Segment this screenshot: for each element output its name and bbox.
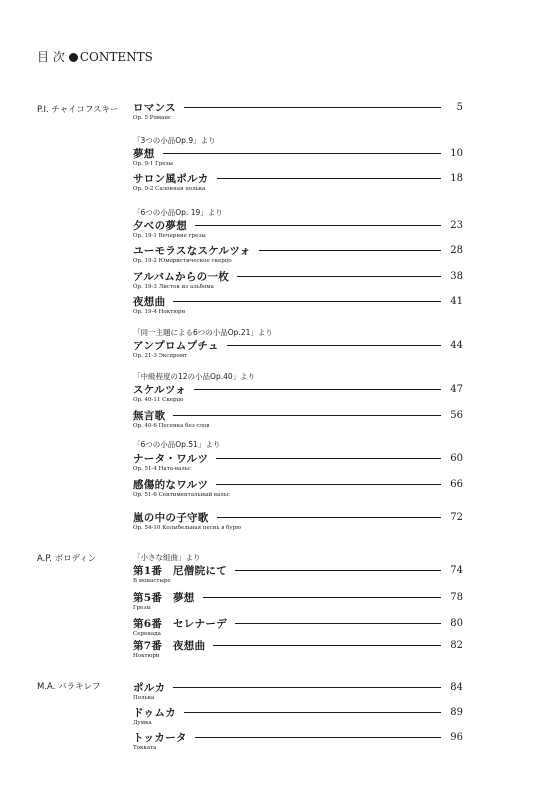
toc-entry-row (133, 243, 463, 257)
entry-subtitle: Op. 5 Романс (133, 115, 172, 121)
entry-subtitle: Op. 51-6 Сентиментальный вальс (133, 492, 230, 498)
toc-entry[interactable] (133, 408, 463, 429)
toc-entry-row (133, 382, 463, 396)
entry-subtitle: Серенада (133, 631, 161, 637)
leader-line (237, 276, 441, 277)
entry-subtitle: Ноктюрн (133, 653, 160, 659)
entry-subtitle: Грезы (133, 605, 151, 611)
toc-entry-row (133, 616, 463, 630)
leader-line (184, 107, 441, 108)
toc-entry[interactable] (133, 510, 463, 531)
entry-title: 第7番 夜想曲 (133, 639, 206, 652)
page-number: 5 (456, 101, 463, 113)
leader-line (216, 484, 441, 485)
leader-line (194, 389, 441, 390)
entry-title: ドゥムカ (133, 706, 176, 719)
toc-entry[interactable] (133, 382, 463, 403)
toc-entry-row (133, 563, 463, 577)
page-header (37, 48, 153, 65)
toc-entry-row (133, 408, 463, 422)
page-number: 23 (450, 219, 463, 231)
entry-title: 無言歌 (133, 409, 166, 422)
entry-title: トッカータ (133, 731, 187, 744)
collection-label: 「同一主題による6つの小品Op.21」より (133, 328, 273, 337)
entry-subtitle: Op. 21-3 Экспромт (133, 353, 188, 359)
toc-entry-row (133, 269, 463, 283)
page-number: 74 (450, 564, 463, 576)
entry-subtitle: Op. 51-4 Натa-вальс (133, 466, 191, 472)
collection-label: 「3つの小品Op.9」より (133, 136, 216, 145)
toc-entry[interactable] (133, 590, 463, 611)
toc-entry[interactable] (133, 730, 463, 751)
bullet-icon (69, 53, 78, 62)
entry-subtitle: Полька (133, 695, 155, 701)
entry-title: 第5番 夢想 (133, 591, 195, 604)
toc-entry-row (133, 590, 463, 604)
entry-title: ポルカ (133, 681, 166, 694)
leader-line (195, 737, 441, 738)
leader-line (173, 301, 441, 302)
leader-line (235, 570, 441, 571)
page-number: 80 (450, 617, 463, 629)
page-number: 66 (450, 478, 463, 490)
entry-subtitle: Op. 19-2 Юмористическое скерцо (133, 258, 232, 264)
leader-line (203, 597, 441, 598)
toc-entry[interactable] (133, 294, 463, 315)
toc-entry[interactable] (133, 477, 463, 498)
entry-subtitle: Op. 19-1 Вечерние грезы (133, 233, 206, 239)
leader-line (227, 345, 441, 346)
leader-line (216, 458, 441, 459)
page-number: 47 (450, 383, 463, 395)
toc-entry-row (133, 680, 463, 694)
entry-title: 第6番 セレナーデ (133, 617, 228, 630)
entry-subtitle: Op. 54-10 Колыбельная песнь в бурю (133, 525, 241, 531)
leader-line (235, 623, 441, 624)
collection-label: 「6つの小品Op.51」より (133, 440, 221, 449)
entry-title: アンプロムプチュ (133, 339, 219, 352)
entry-title: サロン風ポルカ (133, 172, 209, 185)
entry-subtitle: Op. 9-1 Грезы (133, 161, 173, 167)
page-number: 96 (450, 731, 463, 743)
collection-label: 「中級程度の12の小品Op.40」より (133, 372, 256, 381)
composer-name: P.I. チャイコフスキー (37, 105, 119, 115)
entry-subtitle: Op. 40-6 Песенка без слов (133, 423, 210, 429)
toc-entry[interactable] (133, 243, 463, 264)
entry-title: ユーモラスなスケルツォ (133, 244, 251, 257)
toc-entry-row (133, 294, 463, 308)
page-number: 78 (450, 591, 463, 603)
toc-entry[interactable] (133, 451, 463, 472)
entry-title: 夢想 (133, 147, 155, 160)
leader-line (195, 225, 441, 226)
toc-entry-row (133, 477, 463, 491)
header-jp: 目 次 (37, 50, 65, 64)
entry-subtitle: В монастыре (133, 578, 171, 584)
entry-title: ロマンス (133, 101, 176, 114)
toc-entry-row (133, 510, 463, 524)
page-number: 18 (450, 172, 463, 184)
toc-entry-row (133, 338, 463, 352)
entry-subtitle: Op. 19-4 Ноктюрн (133, 309, 186, 315)
toc-entry-row (133, 638, 463, 652)
toc-entry-row (133, 218, 463, 232)
toc-entry[interactable] (133, 171, 463, 192)
entry-title: 感傷的なワルツ (133, 478, 209, 491)
toc-entry[interactable] (133, 680, 463, 701)
leader-line (213, 645, 441, 646)
toc-entry[interactable] (133, 616, 463, 637)
page-number: 38 (450, 270, 463, 282)
toc-entry[interactable] (133, 338, 463, 359)
leader-line (259, 250, 441, 251)
page-number: 82 (450, 639, 463, 651)
composer-name: A.P. ボロディン (37, 554, 97, 564)
entry-title: スケルツォ (133, 383, 187, 396)
toc-entry-row (133, 730, 463, 744)
page-number: 89 (450, 706, 463, 718)
toc-entry-row (133, 705, 463, 719)
toc-entry-row (133, 171, 463, 185)
page-number: 56 (450, 409, 463, 421)
toc-entry[interactable] (133, 100, 463, 121)
toc-entry[interactable] (133, 638, 463, 659)
entry-title: 夜想曲 (133, 295, 166, 308)
leader-line (173, 415, 441, 416)
page-number: 84 (450, 681, 463, 693)
entry-subtitle: Токката (133, 745, 157, 751)
leader-line (217, 517, 441, 518)
toc-entry[interactable] (133, 705, 463, 726)
entry-subtitle: Op. 40-11 Скерцо (133, 397, 184, 403)
toc-entry-row (133, 146, 463, 160)
entry-title: ナータ・ワルツ (133, 452, 209, 465)
page-number: 10 (450, 147, 463, 159)
entry-title: 夕べの夢想 (133, 219, 187, 232)
entry-title: 嵐の中の子守歌 (133, 511, 209, 524)
toc-entry-row (133, 451, 463, 465)
leader-line (217, 178, 441, 179)
toc-entry-row (133, 100, 463, 114)
composer-name: M.A. バラキレフ (37, 682, 101, 692)
entry-subtitle: Op. 19-3 Листок из альбома (133, 284, 214, 290)
entry-title: アルバムからの一枚 (133, 270, 230, 283)
leader-line (163, 153, 441, 154)
collection-label: 「6つの小品Op. 19」より (133, 208, 223, 217)
page-number: 44 (450, 339, 463, 351)
leader-line (173, 687, 441, 688)
page-number: 60 (450, 452, 463, 464)
leader-line (184, 712, 441, 713)
page-number: 41 (450, 295, 463, 307)
page-number: 72 (450, 511, 463, 523)
collection-label: 「小さな組曲」より (133, 553, 201, 562)
toc-entry[interactable] (133, 218, 463, 239)
page-number: 28 (450, 244, 463, 256)
entry-title: 第1番 尼僧院にて (133, 564, 228, 577)
entry-subtitle: Думка (133, 720, 152, 726)
toc-entry[interactable] (133, 269, 463, 290)
toc-entry[interactable] (133, 563, 463, 584)
entry-subtitle: Op. 9-2 Салонная полька (133, 186, 206, 192)
header-en: CONTENTS (79, 50, 153, 64)
toc-entry[interactable] (133, 146, 463, 167)
